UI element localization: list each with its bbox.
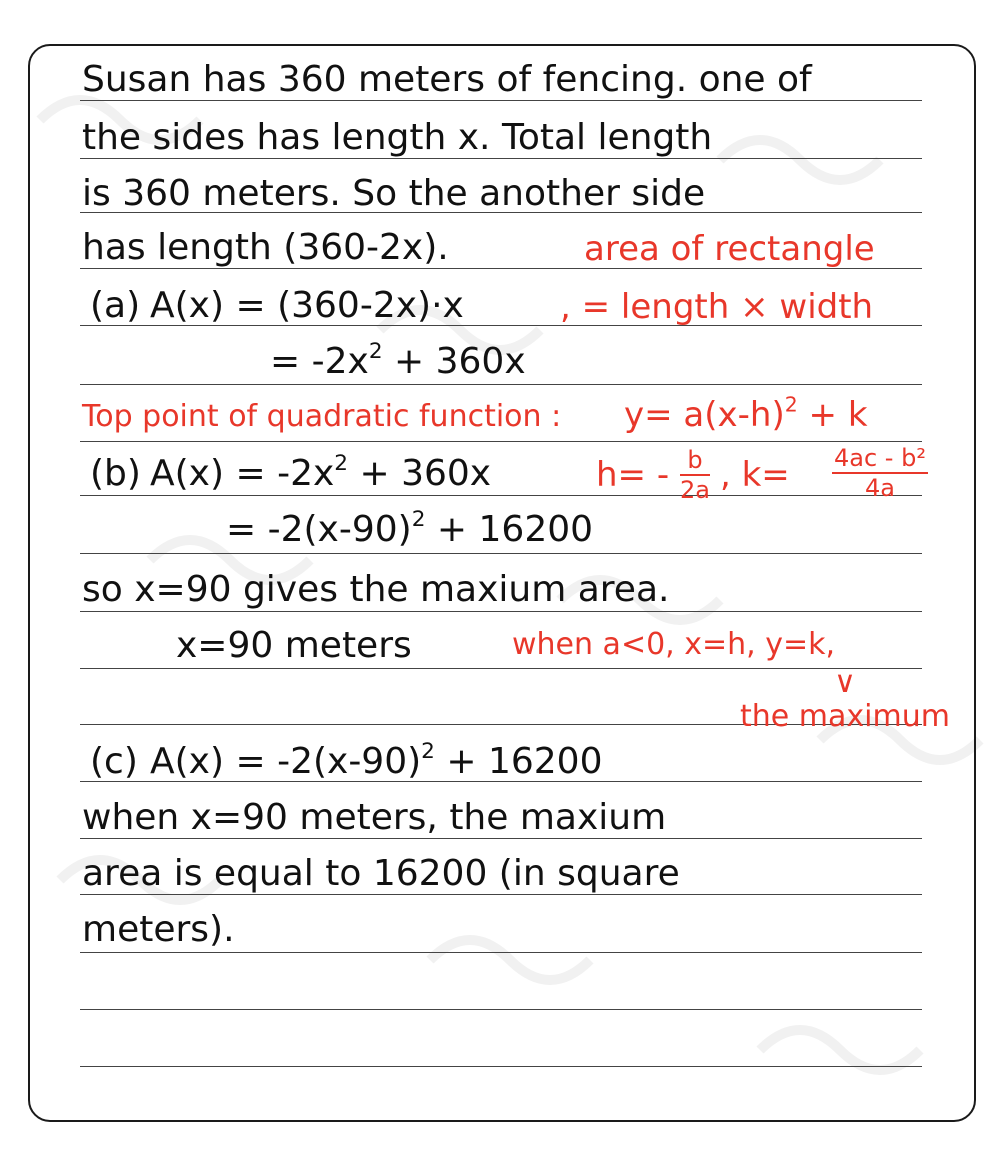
area-of-rectangle-note: area of rectangle [584,229,875,269]
ruled-line [80,100,922,101]
ruled-line [80,894,922,895]
the-maximum-note: the maximum [740,699,950,734]
ruled-line [80,441,922,442]
ruled-line [80,553,922,554]
problem-line-3: is 360 meters. So the another side [82,173,706,214]
part-b-vertex-form: = $-2(x-90)^2 + 16200$ [226,506,594,550]
ruled-line [80,952,922,953]
k-fraction: $\frac{\text{4ac - b²}}{4a}$ [834,444,926,502]
ruled-line [80,838,922,839]
part-a-expanded: = $-2x^2 + 360x$ [270,338,526,382]
problem-line-2: the sides has length x. Total length [82,117,713,158]
ruled-line [80,1009,922,1010]
ruled-line [80,1066,922,1067]
conclusion-line-2: area is equal to 16200 (in square [82,853,680,894]
h-fraction: $\frac{b}{2a}$ [680,446,710,504]
problem-line-4: has length (360-2x). [82,227,449,268]
k-formula-label: , k= [720,455,790,495]
conclusion-line-1: when x=90 meters, the maxium [82,797,667,838]
so-x90-line: so x=90 gives the maxium area. [82,569,670,610]
length-width-note: , = length × width [560,287,874,327]
h-formula-label: h= - [596,455,670,495]
part-b-label: (b) [90,453,141,494]
vertex-form: $y= a(x-h)^2 + k$ [624,392,868,435]
ruled-line [80,158,922,159]
x90-meters: x=90 meters [176,625,412,666]
part-c-label: (c) [90,741,138,782]
part-a-label: (a) [90,285,141,326]
ruled-line [80,611,922,612]
down-arrow: ∨ [834,665,856,700]
ruled-line [80,668,922,669]
part-c-equation: $A(x) = -2(x-90)^2 + 16200$ [150,738,603,782]
ruled-line [80,384,922,385]
ruled-line [80,495,922,496]
problem-line-1: Susan has 360 meters of fencing. one of [82,59,812,100]
top-point-label: Top point of quadratic function : [82,399,562,434]
part-b-equation: $A(x) = -2x^2 + 360x$ [150,450,492,494]
vertex-rule: when a<0, x=h, y=k, [512,627,836,662]
part-a-equation: A(x) = (360-2x)·x [150,285,464,326]
conclusion-line-3: meters). [82,909,235,950]
